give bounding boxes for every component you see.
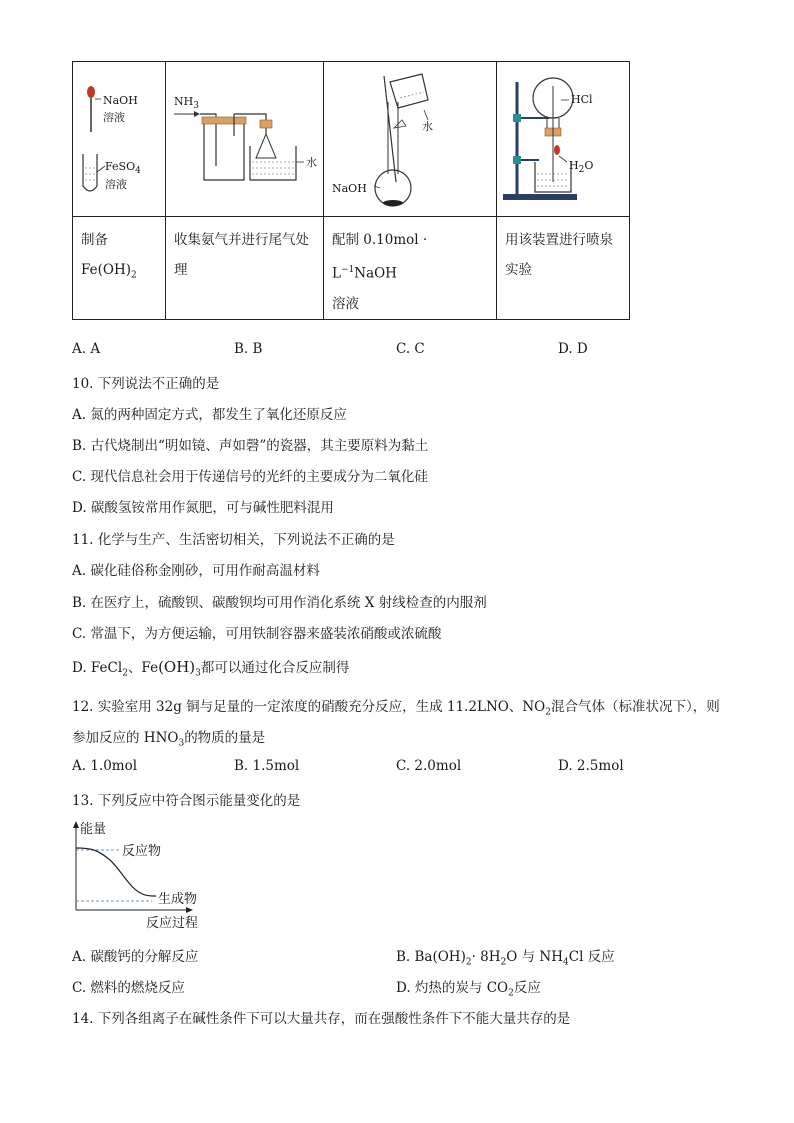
dropper-bulb xyxy=(87,86,95,98)
cell-solution-prep-apparatus xyxy=(324,62,497,217)
q9-option-d: D. D xyxy=(558,341,588,357)
q13-option-a: A. 碳酸钙的分解反应 xyxy=(72,949,199,965)
label-h2o: $H_2O$ xyxy=(569,159,594,176)
q11-option-b: B. 在医疗上，硫酸钡、碳酸钡均可用作消化系统 X 射线检查的内服剂 xyxy=(72,595,487,611)
label-feso4-solution: 溶液 xyxy=(105,178,127,191)
dropper-and-test-tube-figure xyxy=(73,62,165,216)
label-water: 水 xyxy=(306,156,317,169)
q9-option-a: A. A xyxy=(72,341,101,357)
q12-stem-line2: 参加反应的 $HNO_3$的物质的量是 xyxy=(72,730,266,749)
pouring-beaker xyxy=(390,74,428,108)
cell-feoh2-apparatus xyxy=(73,62,166,217)
label-nh3: $NH_3$ xyxy=(174,95,199,112)
q10-option-c: C. 现代信息社会用于传递信号的光纤的主要成分为二氧化硅 xyxy=(72,469,428,485)
label-naoh: NaOH xyxy=(332,182,367,195)
q14-stem: 14. 下列各组离子在碱性条件下可以大量共存，而在强酸性条件下不能大量共存的是 xyxy=(72,1011,571,1027)
q11-stem: 11. 化学与生产、生活密切相关，下列说法不正确的是 xyxy=(72,532,395,548)
energy-diagram xyxy=(70,818,220,930)
q10-stem: 10. 下列说法不正确的是 xyxy=(72,376,220,392)
fountain-experiment-figure xyxy=(497,62,629,216)
q13-stem: 13. 下列反应中符合图示能量变化的是 xyxy=(72,793,301,809)
product-label: 生成物 xyxy=(158,892,198,907)
label-water: 水 xyxy=(422,120,433,133)
reactant-label: 反应物 xyxy=(122,844,162,859)
q11-option-d: D. FeCl$_2$、$Fe(OH)_3$都可以通过化合反应制得 xyxy=(72,658,350,679)
q12-option-d: D. 2.5mol xyxy=(558,758,624,774)
q13-option-b: B. $Ba(OH)_2\cdot 8H_2O$ 与 $NH_4Cl$ 反应 xyxy=(396,949,615,968)
q10-option-d: D. 碳酸氢铵常用作氮肥，可与碱性肥料混用 xyxy=(72,500,334,516)
cell-fountain-apparatus xyxy=(497,62,630,217)
label-naoh: NaOH xyxy=(103,94,138,107)
q11-option-a: A. 碳化硅俗称金刚砂，可用作耐高温材料 xyxy=(72,563,320,579)
ammonia-collection-figure xyxy=(166,62,323,216)
dropper-bulb xyxy=(554,145,560,155)
caption-prepare-feoh2: 制备 $Fe(OH)_2$ xyxy=(73,217,166,320)
caption-collect-ammonia: 收集氨气并进行尾气处理 xyxy=(166,217,324,320)
caption-prepare-naoh-solution: 配制 $0.10mol \cdot L^{-1}NaOH$ 溶液 xyxy=(324,217,497,320)
q9-option-b: B. B xyxy=(234,341,263,357)
funnel xyxy=(256,134,276,158)
q13-option-c: C. 燃料的燃烧反应 xyxy=(72,980,185,996)
q13-option-d: D. 灼热的炭与 $CO_2$反应 xyxy=(396,980,541,999)
caption-fountain-experiment: 用该装置进行喷泉 实验 xyxy=(497,217,630,320)
q12-option-c: C. 2.0mol xyxy=(396,758,462,774)
test-tube xyxy=(83,154,97,191)
label-hcl: HCl xyxy=(571,93,593,106)
experiment-table xyxy=(72,61,630,320)
q12-option-a: A. 1.0mol xyxy=(72,758,138,774)
q9-option-c: C. C xyxy=(396,341,425,357)
cell-ammonia-apparatus xyxy=(166,62,324,217)
bottle-stopper xyxy=(202,117,246,124)
y-axis-label: 能量 xyxy=(80,822,107,837)
x-axis-label: 反应过程 xyxy=(146,916,199,931)
solid-naoh xyxy=(383,200,403,206)
q10-option-a: A. 氮的两种固定方式，都发生了氧化还原反应 xyxy=(72,407,347,423)
glass-rod xyxy=(384,76,396,182)
q10-option-b: B. 古代烧制出“明如镜、声如磬”的瓷器，其主要原料为黏土 xyxy=(72,438,429,454)
q12-stem-line1: 12. 实验室用 32g 铜与足量的一定浓度的硝酸充分反应，生成 11.2LNO、$NO_2$混合气体（标准状况下），则 xyxy=(72,699,720,718)
gas-bottle xyxy=(204,122,244,180)
label-naoh-solution: 溶液 xyxy=(103,111,125,124)
q11-option-c: C. 常温下，为方便运输，可用铁制容器来盛装浓硝酸或浓硫酸 xyxy=(72,626,442,642)
q12-option-b: B. 1.5mol xyxy=(234,758,300,774)
label-feso4: FeSO$_4$ xyxy=(105,160,141,177)
stand-base xyxy=(503,194,577,200)
